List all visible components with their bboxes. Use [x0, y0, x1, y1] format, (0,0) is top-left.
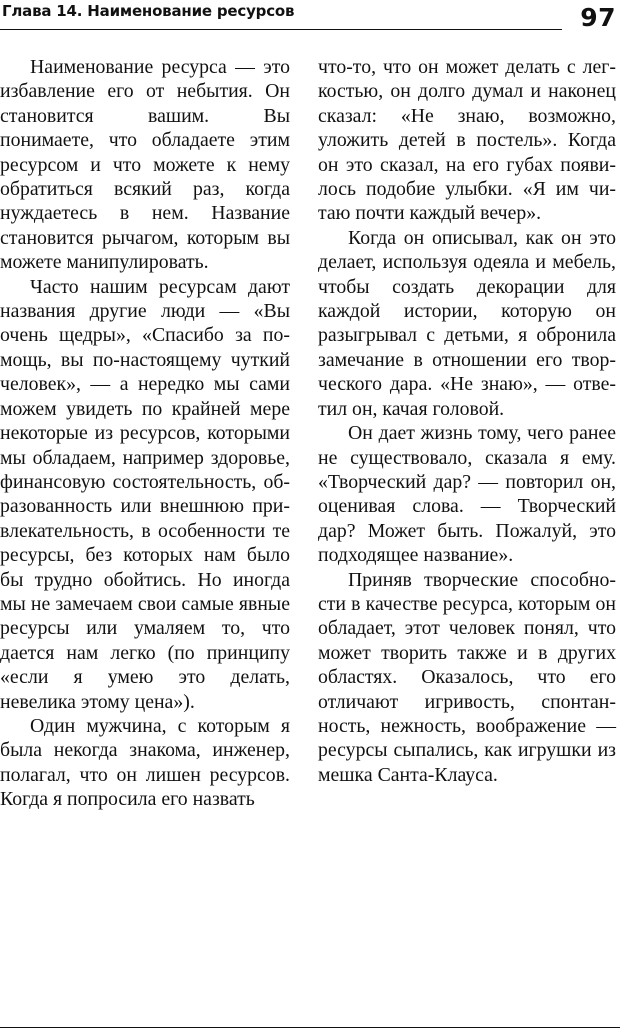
page-number: 97	[580, 3, 616, 32]
paragraph: Когда он описывал, как он это делает, используя одеяла и мебель, чтобы создать декорации для каждой истории, которую он разыгрывал с детьми, я обронила замечание в отношении его творческого дара. «Не знаю», — ответил он, качая головой.	[318, 226, 616, 420]
page-header	[0, 0, 620, 40]
paragraph: Наименование ресурса — это избавление его от небытия. Он становится вашим. Вы понимаете, что обладаете этим ресурсом и что можете к нему обратиться всякий раз, когда нуждаетесь в нем. Название становится рычагом, которым вы можете манипулировать.	[0, 56, 290, 274]
right-column	[318, 55, 616, 787]
left-column	[0, 55, 290, 812]
paragraph: Часто нашим ресурсам дают названия другие люди — «Вы очень щедры», «Спасибо за помощь, вы по-настоящему чуткий человек», — а нередко мы сами можем увидеть по крайней мере некоторые из ресурсов, которыми мы обладаем, например здоровье, финансовую состоятельность, образованность или внешнюю привлекательность, в особенности те ресурсы, без которых нам было бы трудно обойтись. Но иногда мы не замечаем свои самые явные ресурсы или умаляем то, что дается нам легко (по принципу «если я умею это делать, невелика этому цена»).	[0, 275, 290, 713]
running-head: Глава 14. Наименование ресурсов	[2, 2, 295, 20]
footer-rule	[0, 1027, 620, 1028]
paragraph: Приняв творческие способности в качестве ресурса, которым он обладает, этот человек понял, что может творить также и в других областях. Оказалось, что его отличают игривость, спонтанность, нежность, воображение — ресурсы сыпались, как игрушки из мешка Санта-Клауса.	[318, 568, 616, 786]
paragraph: Он дает жизнь тому, чего ранее не существовало, сказала я ему. «Творческий дар? — повторил он, оценивая слова. — Творческий дар? Может быть. Пожалуй, это подходящее название».	[318, 422, 616, 567]
header-rule	[0, 29, 562, 30]
paragraph: Один мужчина, с которым я была некогда знакома, инженер, полагал, что он лишен ресурсов. Когда я попросила его назвать	[0, 714, 290, 811]
paragraph-continued: что-то, что он может делать с легкостью, он долго думал и наконец сказал: «Не знаю, возможно, уложить детей в постель». Когда он это сказал, на его губах появилось подобие улыбки. «Я им читаю почти каждый вечер».	[318, 56, 616, 225]
